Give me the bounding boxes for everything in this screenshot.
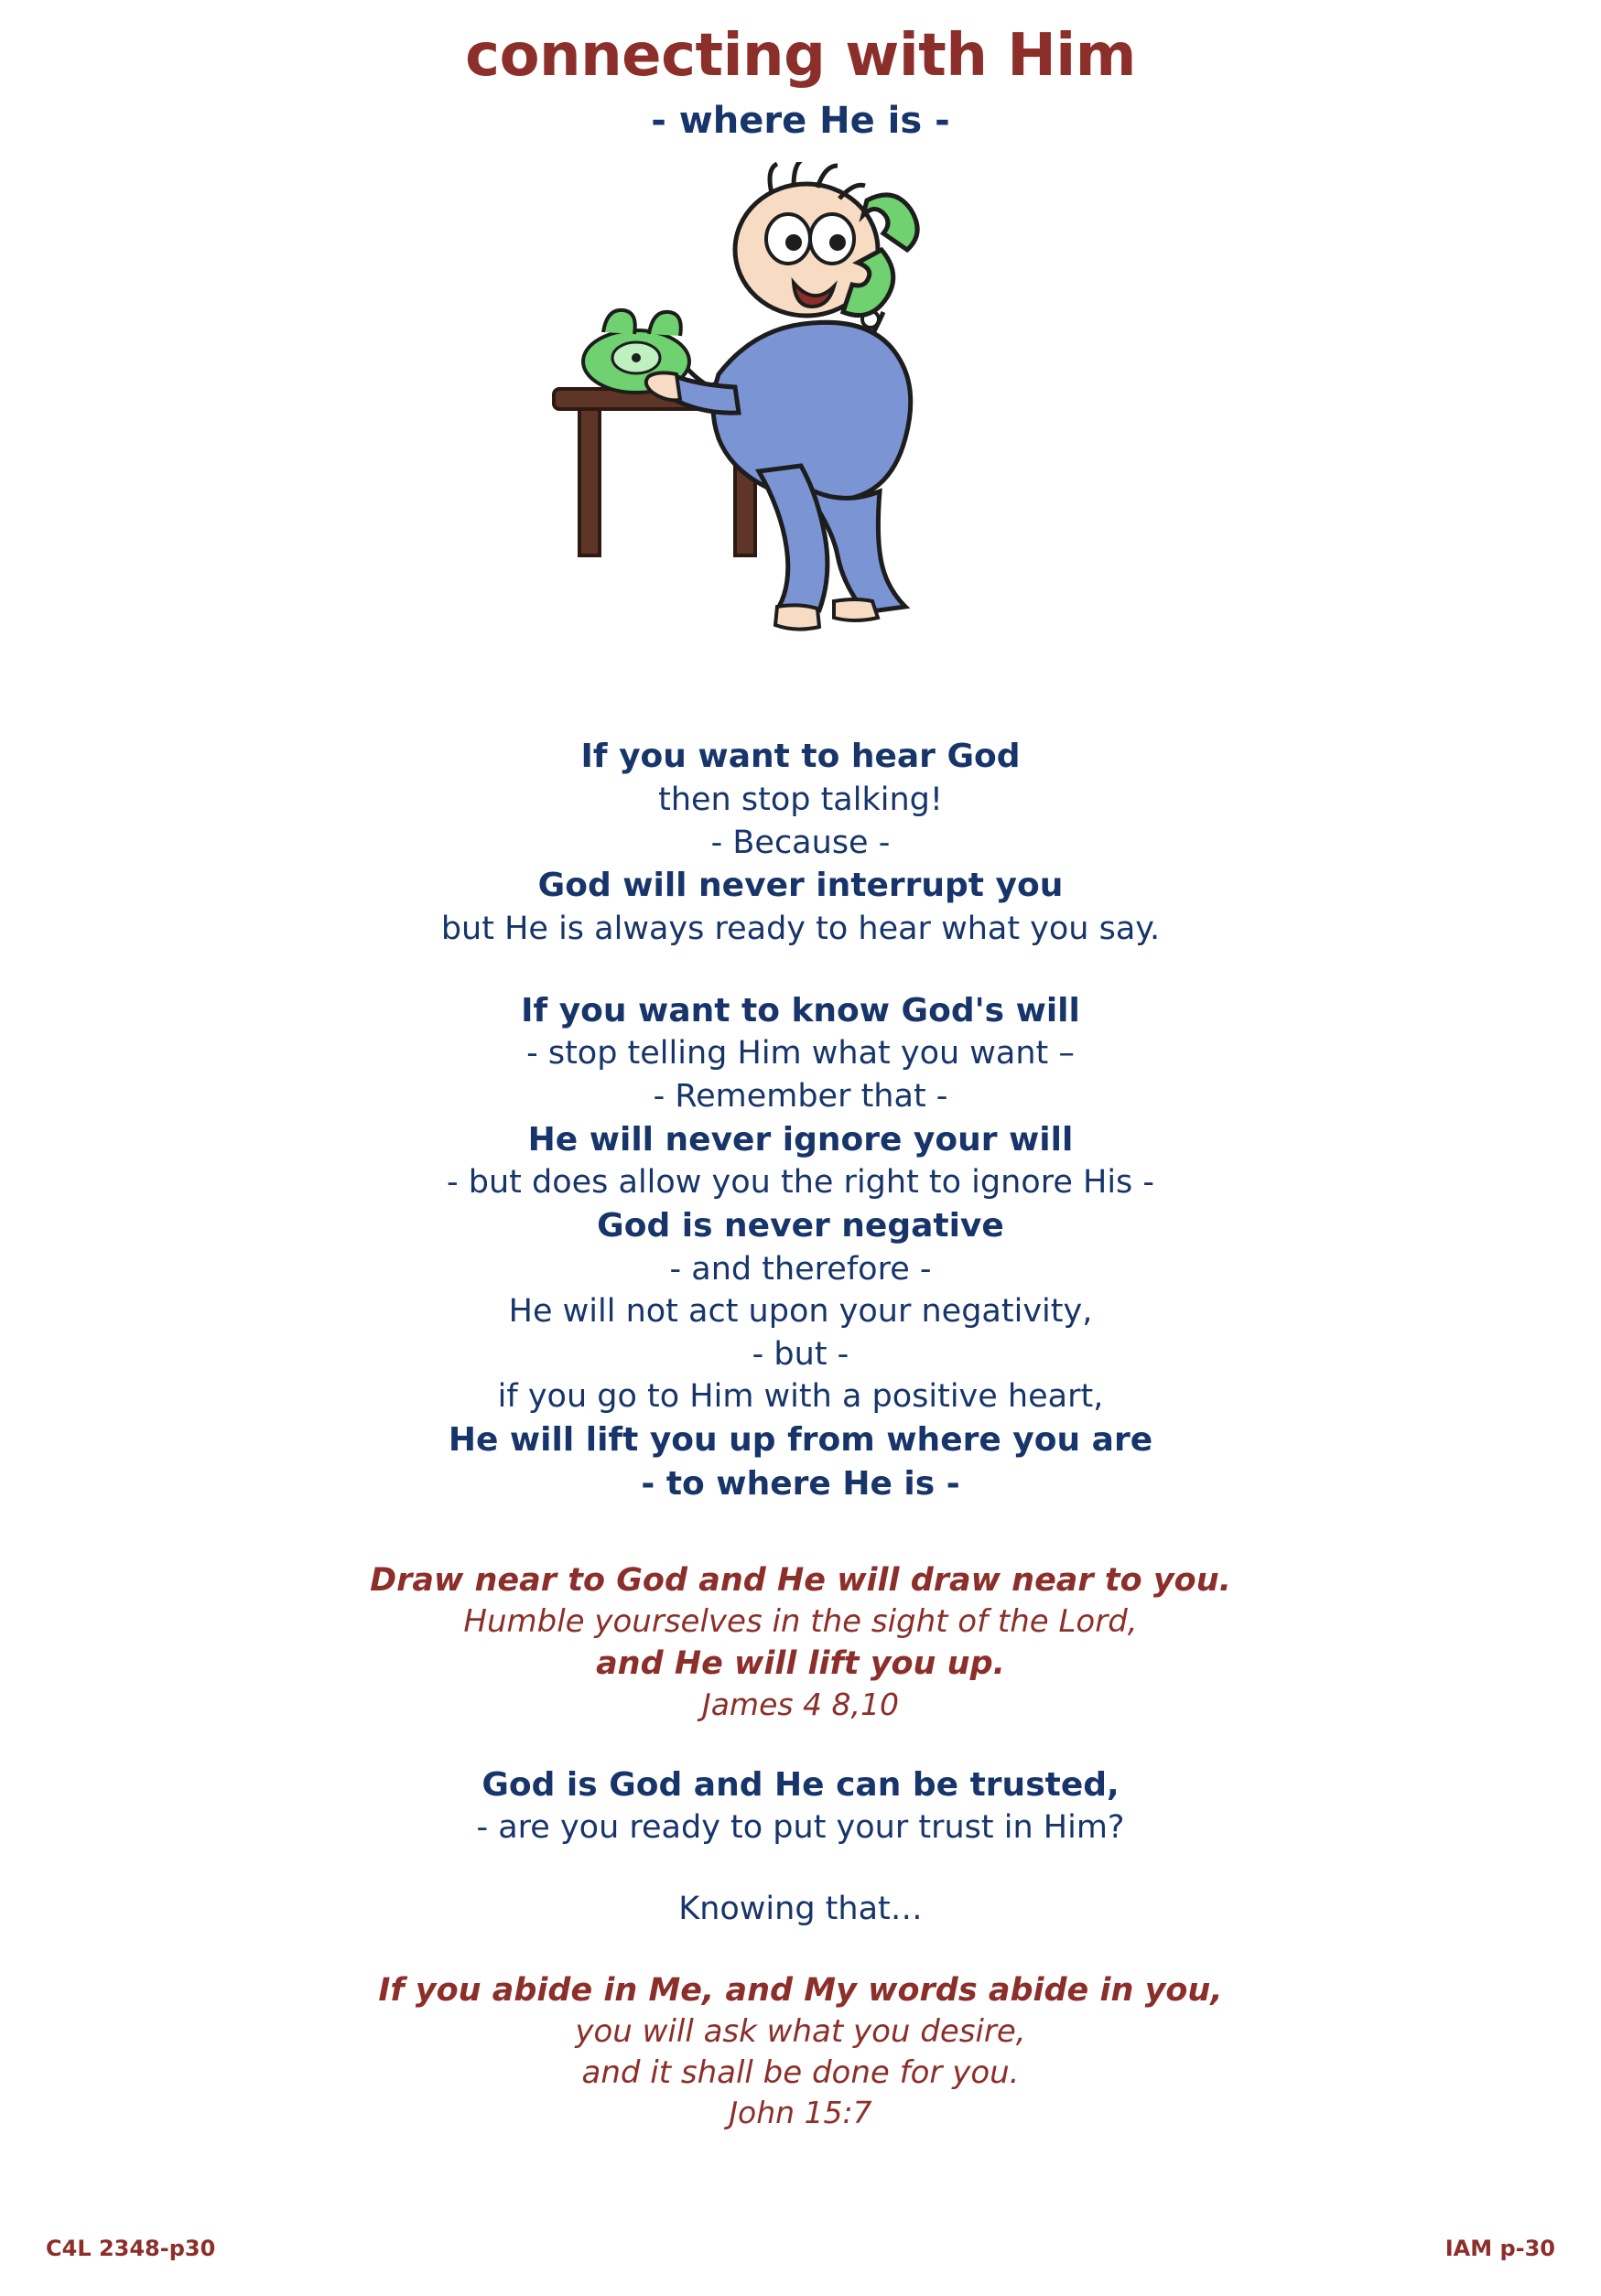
scripture-line: Draw near to God and He will draw near to you. (370, 1561, 1231, 1599)
text-block-section2 (114, 989, 1487, 1506)
text-line: - Remember that - (653, 1078, 948, 1115)
spacer (0, 951, 1601, 989)
text-line: - but does allow you the right to ignore His - (446, 1164, 1155, 1202)
text-line: - Because - (710, 824, 891, 861)
text-line: God is God and He can be trusted, (481, 1765, 1120, 1804)
text-line: God will never interrupt you (537, 867, 1064, 905)
page-title: connecting with Him (465, 22, 1136, 90)
document-page (0, 22, 1601, 2296)
text-line: God is never negative (597, 1206, 1004, 1245)
spacer (0, 1725, 1601, 1763)
page-subtitle: - where He is - (651, 100, 950, 143)
scripture-line: and He will lift you up. (596, 1644, 1005, 1682)
text-line: - to where He is - (641, 1464, 960, 1503)
text-line: if you go to Him with a positive heart, (497, 1378, 1104, 1416)
scripture-line: If you abide in Me, and My words abide in you, (378, 1971, 1223, 2009)
text-line: Knowing that… (678, 1891, 923, 1927)
scripture-line: you will ask what you desire, (575, 2012, 1026, 2050)
text-line: - but - (752, 1335, 849, 1373)
boy-on-telephone-illustration (526, 162, 1076, 711)
spacer (0, 1506, 1601, 1559)
scripture-block-john (114, 1969, 1487, 2133)
text-line: He will never ignore your will (527, 1120, 1074, 1159)
text-line: - stop telling Him what you want – (526, 1035, 1075, 1073)
illustration-container (0, 162, 1601, 711)
scripture-reference: John 15:7 (729, 2095, 872, 2131)
text-line: If you want to hear God (580, 738, 1021, 776)
spacer (0, 1849, 1601, 1888)
text-line: He will lift you up from where you are (448, 1421, 1153, 1460)
text-block-section3 (114, 1763, 1487, 1849)
text-line: - and therefore - (669, 1250, 932, 1288)
text-line: - are you ready to put your trust in Him? (476, 1809, 1125, 1847)
spacer (0, 711, 1601, 735)
footer-left-code: C4L 2348-p30 (46, 2236, 216, 2261)
scripture-line: and it shall be done for you. (581, 2053, 1020, 2091)
text-line: He will not act upon your negativity, (508, 1293, 1093, 1331)
page-footer (0, 2236, 1601, 2261)
scripture-reference: James 4 8,10 (701, 1687, 900, 1723)
scripture-block-james (114, 1559, 1487, 1725)
text-block-section1 (114, 735, 1487, 950)
text-line: If you want to know God's will (521, 991, 1080, 1029)
text-line: but He is always ready to hear what you say. (440, 911, 1161, 948)
scripture-line: Humble yourselves in the sight of the Lord, (463, 1602, 1138, 1640)
footer-right-code: IAM p-30 (1444, 2236, 1555, 2261)
text-block-section4 (114, 1888, 1487, 1931)
spacer (0, 1931, 1601, 1969)
text-line: then stop talking! (658, 782, 943, 819)
